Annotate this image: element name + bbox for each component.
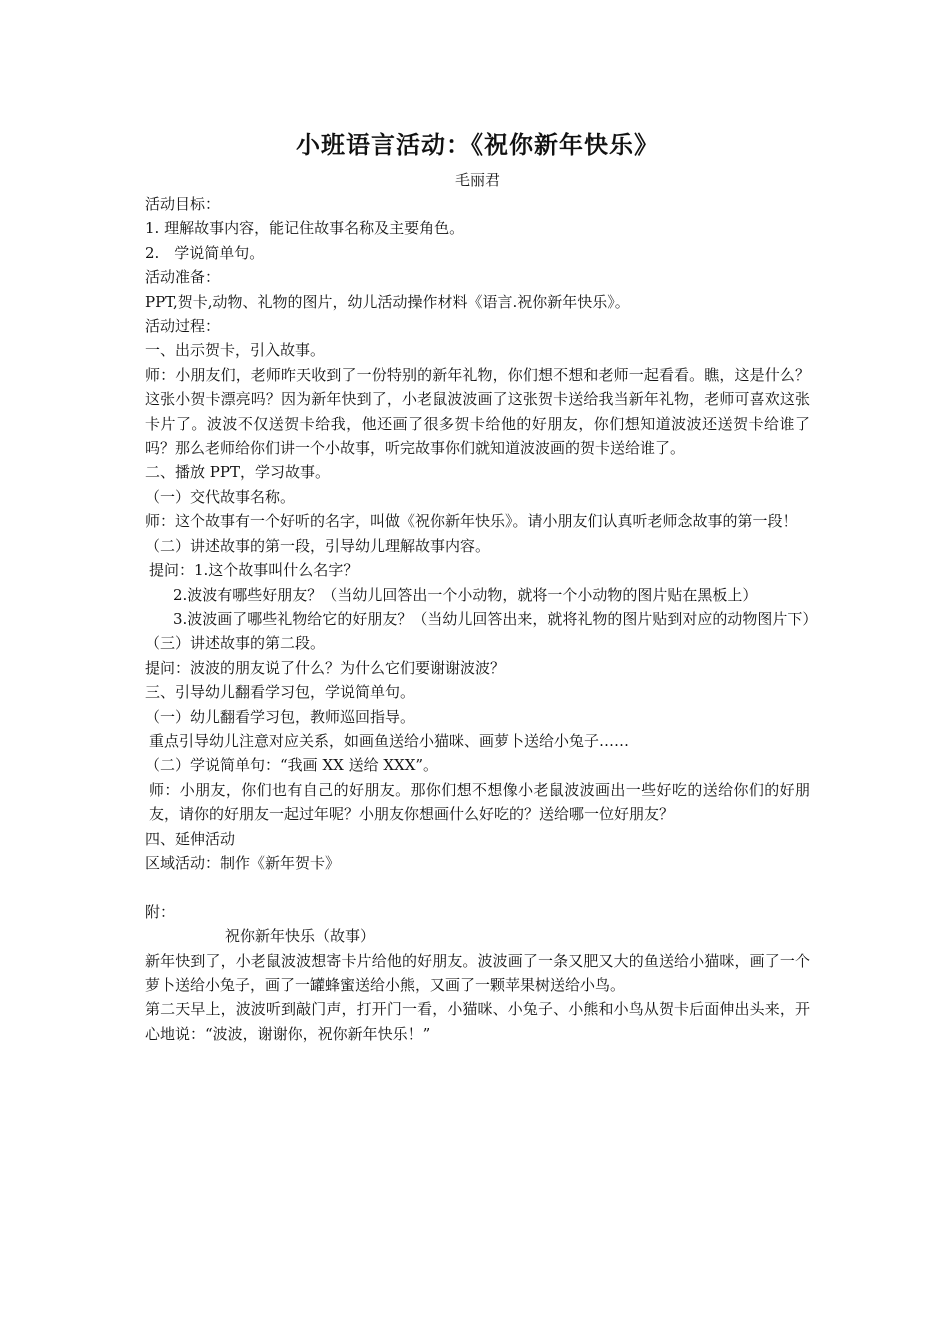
question-1: 提问：1.这个故事叫什么名字？ — [149, 561, 359, 580]
step-4-text: 区域活动：制作《新年贺卡》 — [145, 853, 341, 872]
step-2-sub-3: （三）讲述故事的第二段。 — [145, 634, 326, 653]
step-2-sub-1: （一）交代故事名称。 — [145, 487, 296, 506]
preparation-heading: 活动准备： — [145, 268, 221, 287]
step-3-heading: 三、引导幼儿翻看学习包，学说简单句。 — [145, 683, 416, 702]
story-paragraph-2: 第二天早上，波波听到敲门声，打开门一看，小猫咪、小兔子、小熊和小鸟从贺卡后面伸出头来，开心地说：“波波，谢谢你，祝你新年快乐！” — [145, 1000, 810, 1043]
appendix-label: 附： — [145, 902, 176, 921]
author-name: 毛丽君 — [454, 171, 500, 189]
step-2-sub-2: （二）讲述故事的第一段，引导幼儿理解故事内容。 — [145, 536, 491, 555]
goals-heading: 活动目标： — [145, 195, 221, 213]
question-3: 3.波波画了哪些礼物给它的好朋友？（当幼儿回答出来，就将礼物的图片贴到对应的动物图片下） — [173, 609, 818, 628]
step-2-heading: 二、播放 PPT，学习故事。 — [145, 463, 330, 482]
step-3-sub-2: （二）学说简单句：“我画 XX 送给 XXX”。 — [145, 756, 439, 775]
goal-item-2: 2. 学说简单句。 — [145, 243, 265, 262]
step-3-sub-1-text: 重点引导幼儿注意对应关系，如画鱼送给小猫咪、画萝卜送给小兔子…… — [149, 731, 630, 750]
blank-line — [145, 875, 810, 899]
goal-item-1: 1. 理解故事内容，能记住故事名称及主要角色。 — [145, 219, 465, 238]
step-4-heading: 四、延伸活动 — [145, 829, 236, 848]
story-paragraph-1: 新年快到了，小老鼠波波想寄卡片给他的好朋友。波波画了一条又肥又大的鱼送给小猫咪，画了一个萝卜送给小兔子，画了一罐蜂蜜送给小熊，又画了一颗苹果树送给小鸟。 — [145, 951, 810, 994]
document-title: 小班语言活动：《祝你新年快乐》 — [296, 130, 659, 159]
story-title: 祝你新年快乐（故事） — [225, 927, 376, 946]
question-2: 2.波波有哪些好朋友？（当幼儿回答出一个小动物，就将一个小动物的图片贴在黑板上） — [173, 585, 758, 604]
step-1-paragraph: 师：小朋友们，老师昨天收到了一份特别的新年礼物，你们想不想和老师一起看看。瞧，这是什么？这张小贺卡漂亮吗？因为新年快到了，小老鼠波波画了这张贺卡送给我当新年礼物，老师可喜欢这张卡片了。波波不仅送贺卡给我，他还画了很多贺卡给他的好朋友，你们想知道波波还送贺卡给谁了吗？那么老师给你们讲一个小故事，听完故事你们就知道波波画的贺卡送给谁了。 — [145, 365, 810, 458]
step-3-sub-2-text: 师：小朋友，你们也有自己的好朋友。那你们想不想像小老鼠波波画出一些好吃的送给你们的好朋友，请你的好朋友一起过年呢？小朋友你想画什么好吃的？送给哪一位好朋友？ — [149, 780, 810, 824]
document-page — [145, 128, 818, 1046]
step-2-sub-3-question: 提问：波波的朋友说了什么？为什么它们要谢谢波波？ — [145, 658, 506, 677]
step-1-heading: 一、出示贺卡，引入故事。 — [145, 341, 326, 360]
preparation-text: PPT,贺卡,动物、礼物的图片，幼儿活动操作材料《语言.祝你新年快乐》。 — [145, 292, 630, 311]
step-3-sub-1: （一）幼儿翻看学习包，教师巡回指导。 — [145, 707, 416, 726]
step-2-sub-1-text: 师：这个故事有一个好听的名字，叫做《祝你新年快乐》。请小朋友们认真听老师念故事的第一段！ — [145, 512, 798, 531]
process-heading: 活动过程： — [145, 317, 221, 336]
